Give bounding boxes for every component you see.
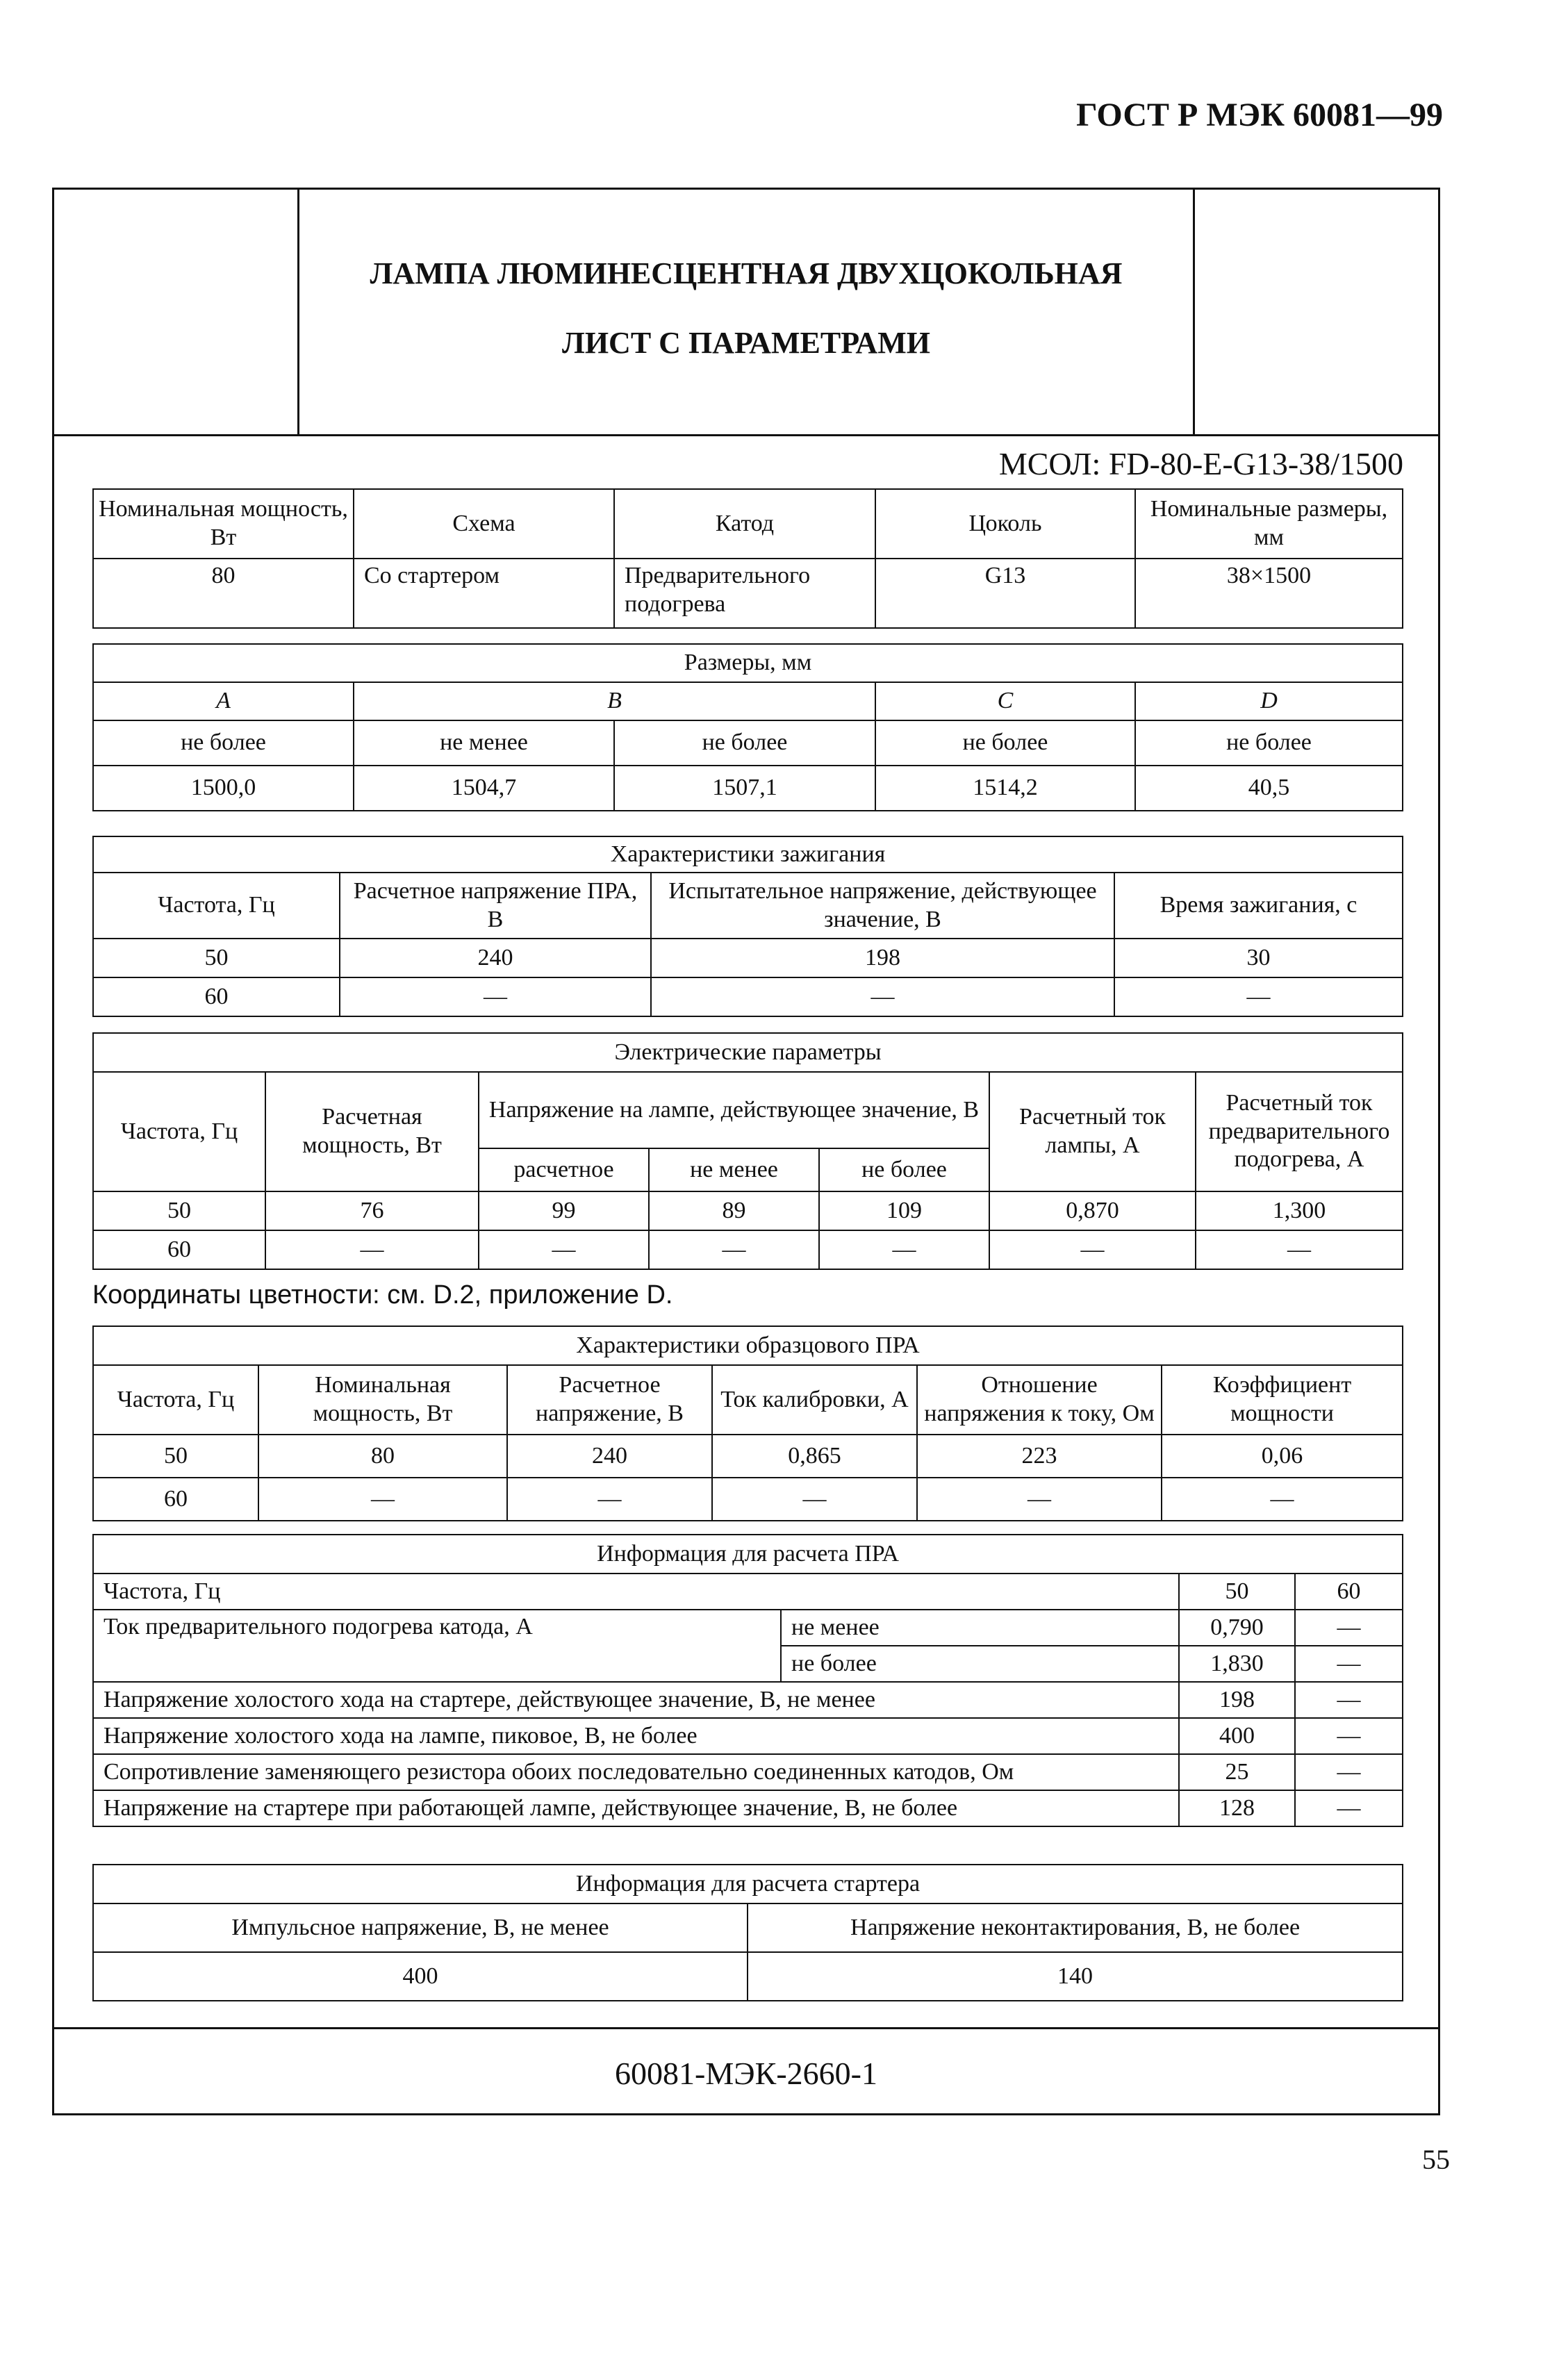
row-label: Сопротивление заменяющего резистора обоих последовательно соединенных катодов, Ом — [93, 1754, 1179, 1790]
header-calibration-current: Ток калибровки, А — [712, 1365, 917, 1435]
title-left-cell — [54, 190, 299, 434]
header-frequency: Частота, Гц — [93, 1365, 258, 1435]
cell: — — [649, 1230, 819, 1269]
cell: 128 — [1179, 1790, 1295, 1826]
cell: 38×1500 — [1135, 559, 1403, 628]
reference-ballast-title: Характеристики образцового ПРА — [93, 1326, 1403, 1365]
cell: 0,790 — [1179, 1610, 1295, 1646]
dim-limit: не более — [93, 720, 354, 766]
electrical-table — [92, 1032, 1403, 1270]
cell: — — [1295, 1646, 1403, 1682]
cell: — — [1114, 977, 1403, 1016]
ignition-table — [92, 836, 1403, 1017]
header-lamp-current: Расчетный ток лампы, А — [989, 1072, 1196, 1191]
cell: 50 — [93, 939, 340, 977]
cell: — — [1295, 1718, 1403, 1754]
header-lamp-voltage: Напряжение на лампе, действующее значение, В — [479, 1072, 989, 1148]
page-number: 55 — [1422, 2144, 1450, 2175]
cell: Со стартером — [354, 559, 614, 628]
dim-value: 1514,2 — [875, 766, 1135, 811]
header-voltage-current-ratio: Отношение напряжения к току, Ом — [917, 1365, 1162, 1435]
cell: 0,870 — [989, 1191, 1196, 1230]
cell: 400 — [1179, 1718, 1295, 1754]
cell: 1,300 — [1196, 1191, 1403, 1230]
limit-label: не более — [781, 1646, 1179, 1682]
cell: 60 — [93, 1478, 258, 1521]
header-base: Цоколь — [875, 489, 1135, 559]
dim-limit: не более — [1135, 720, 1403, 766]
lamp-designation: МСОЛ: FD-80-E-G13-38/1500 — [998, 446, 1403, 481]
cell: 1,830 — [1179, 1646, 1295, 1682]
cell: — — [507, 1478, 712, 1521]
cell: 50 — [1179, 1574, 1295, 1610]
dim-value: 1507,1 — [614, 766, 875, 811]
cell: — — [1196, 1230, 1403, 1269]
header-power: Номинальная мощность, Вт — [93, 489, 354, 559]
starter-info-title: Информация для расчета стартера — [93, 1865, 1403, 1903]
cell: — — [479, 1230, 649, 1269]
ignition-title: Характеристики зажигания — [93, 836, 1403, 873]
cell: — — [258, 1478, 507, 1521]
dim-letter: B — [354, 682, 875, 720]
cell: 76 — [265, 1191, 479, 1230]
title-right-cell — [1193, 190, 1438, 434]
dim-limit: не более — [614, 720, 875, 766]
header-preheat-current: Расчетный ток предварительного подогрева, А — [1196, 1072, 1403, 1191]
electrical-title: Электрические параметры — [93, 1033, 1403, 1072]
cell: 80 — [258, 1435, 507, 1478]
dim-letter: C — [875, 682, 1135, 720]
header-test-voltage: Испытательное напряжение, действующее значение, В — [651, 873, 1114, 939]
cell: 80 — [93, 559, 354, 628]
standard-header: ГОСТ Р МЭК 60081—99 — [1076, 97, 1443, 133]
cell: 25 — [1179, 1754, 1295, 1790]
cell: — — [1295, 1682, 1403, 1718]
cell: 30 — [1114, 939, 1403, 977]
cell: — — [989, 1230, 1196, 1269]
cell: 240 — [340, 939, 651, 977]
cell: — — [265, 1230, 479, 1269]
header-ignition-time: Время зажигания, с — [1114, 873, 1403, 939]
header-size: Номинальные размеры, мм — [1135, 489, 1403, 559]
preheat-label: Ток предварительного подогрева катода, А — [93, 1610, 781, 1682]
sheet-title: ЛАМПА ЛЮМИНЕСЦЕНТНАЯ ДВУХЦОКОЛЬНАЯ — [370, 256, 1123, 290]
sheet-code: 60081-МЭК-2660-1 — [615, 2056, 877, 2091]
cell: 240 — [507, 1435, 712, 1478]
dim-value: 40,5 — [1135, 766, 1403, 811]
dimensions-table — [92, 643, 1403, 811]
cell: — — [819, 1230, 989, 1269]
cell: 400 — [93, 1952, 748, 2001]
cell: — — [1162, 1478, 1403, 1521]
cell: G13 — [875, 559, 1135, 628]
dim-value: 1500,0 — [93, 766, 354, 811]
sheet-frame — [52, 188, 1440, 2115]
header-frequency: Частота, Гц — [93, 873, 340, 939]
row-label: Напряжение холостого хода на стартере, действующее значение, В, не менее — [93, 1682, 1179, 1718]
cell: — — [1295, 1790, 1403, 1826]
cell: 50 — [93, 1435, 258, 1478]
sheet-subtitle: ЛИСТ С ПАРАМЕТРАМИ — [562, 326, 930, 360]
cell: — — [712, 1478, 917, 1521]
cell: 89 — [649, 1191, 819, 1230]
cell: 0,865 — [712, 1435, 917, 1478]
header-ballast-voltage: Расчетное напряжение ПРА, В — [340, 873, 651, 939]
cell: — — [1295, 1610, 1403, 1646]
cell: 198 — [651, 939, 1114, 977]
cell: — — [917, 1478, 1162, 1521]
header-power: Расчетная мощность, Вт — [265, 1072, 479, 1191]
cell: 60 — [1295, 1574, 1403, 1610]
dim-limit: не менее — [354, 720, 614, 766]
cell: 0,06 — [1162, 1435, 1403, 1478]
cell: — — [340, 977, 651, 1016]
dim-limit: не более — [875, 720, 1135, 766]
cell: Предварительного подогрева — [614, 559, 875, 628]
reference-ballast-table — [92, 1325, 1403, 1521]
cell: 198 — [1179, 1682, 1295, 1718]
sheet-footer — [54, 2027, 1438, 2117]
ballast-info-table — [92, 1534, 1403, 1827]
header-power-factor: Коэффициент мощности — [1162, 1365, 1403, 1435]
dim-value: 1504,7 — [354, 766, 614, 811]
row-label: Напряжение холостого хода на лампе, пиковое, В, не более — [93, 1718, 1179, 1754]
ballast-info-title: Информация для расчета ПРА — [93, 1535, 1403, 1574]
frequency-label: Частота, Гц — [93, 1574, 1179, 1610]
cell: 60 — [93, 977, 340, 1016]
chromaticity-note: Координаты цветности: см. D.2, приложение D. — [92, 1280, 673, 1310]
header-scheme: Схема — [354, 489, 614, 559]
header-non-contact-voltage: Напряжение неконтактирования, В, не более — [748, 1903, 1403, 1952]
starter-info-table — [92, 1864, 1403, 2001]
dimensions-title: Размеры, мм — [93, 644, 1403, 682]
cell: — — [651, 977, 1114, 1016]
header-pulse-voltage: Импульсное напряжение, В, не менее — [93, 1903, 748, 1952]
cell: 99 — [479, 1191, 649, 1230]
header-rated-voltage: Расчетное напряжение, В — [507, 1365, 712, 1435]
row-label: Напряжение на стартере при работающей лампе, действующее значение, В, не более — [93, 1790, 1179, 1826]
cell: 60 — [93, 1230, 265, 1269]
sub-header: не менее — [649, 1148, 819, 1191]
header-cathode: Катод — [614, 489, 875, 559]
general-table — [92, 488, 1403, 629]
header-frequency: Частота, Гц — [93, 1072, 265, 1191]
header-rated-power: Номинальная мощность, Вт — [258, 1365, 507, 1435]
limit-label: не менее — [781, 1610, 1179, 1646]
dim-letter: A — [93, 682, 354, 720]
sub-header: расчетное — [479, 1148, 649, 1191]
cell: 50 — [93, 1191, 265, 1230]
cell: — — [1295, 1754, 1403, 1790]
cell: 223 — [917, 1435, 1162, 1478]
cell: 140 — [748, 1952, 1403, 2001]
cell: 109 — [819, 1191, 989, 1230]
dim-letter: D — [1135, 682, 1403, 720]
sub-header: не более — [819, 1148, 989, 1191]
title-block — [54, 190, 1438, 436]
